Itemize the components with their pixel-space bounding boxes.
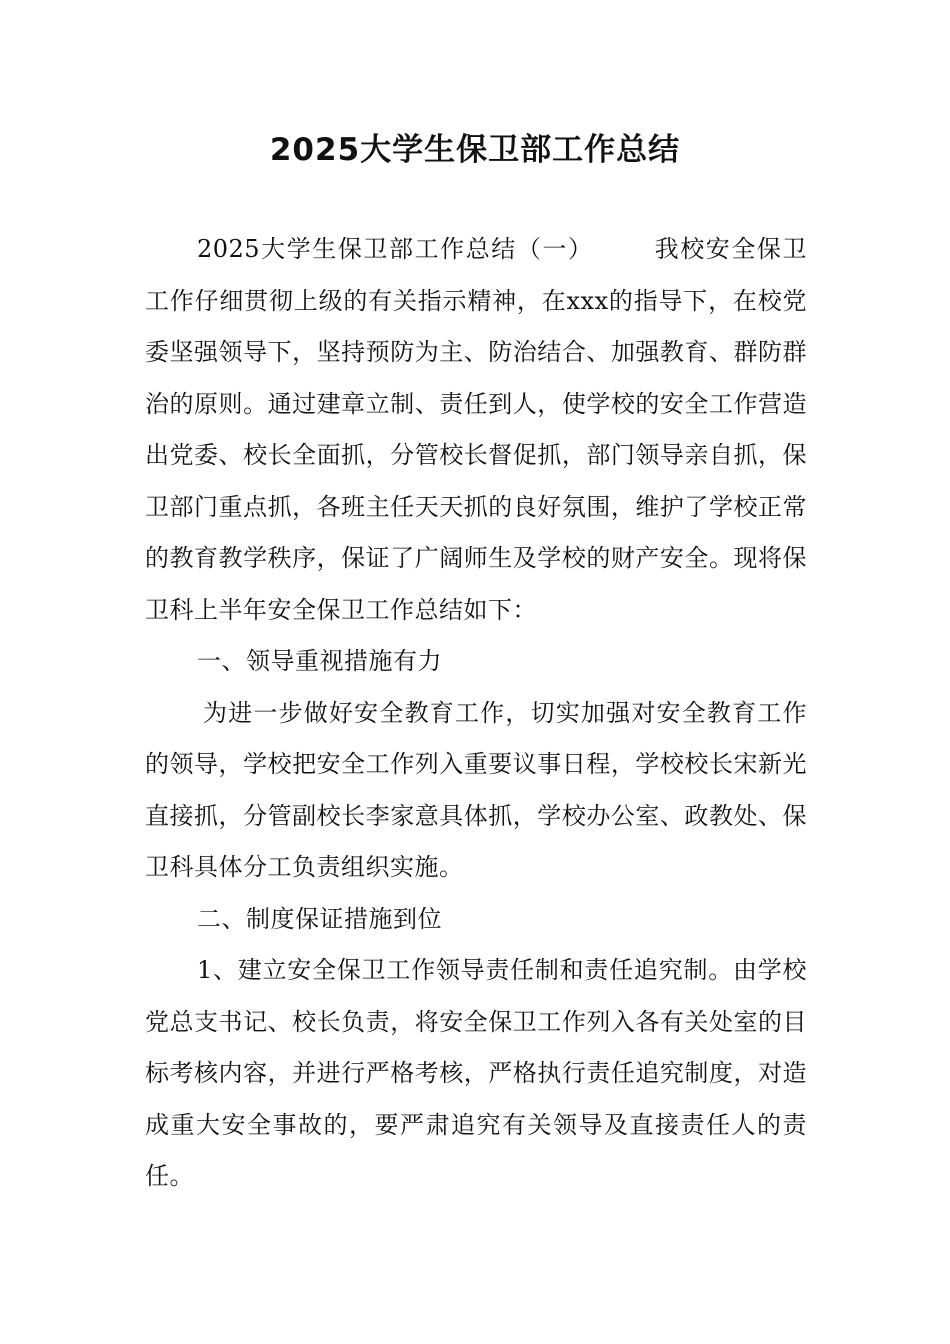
section2-heading: 二、制度保证措施到位	[197, 904, 442, 933]
section1-heading: 一、领导重视措施有力	[197, 647, 442, 675]
intro-heading: 2025大学生保卫部工作总结（一）	[197, 235, 594, 263]
section1-paragraph: 为进一步做好安全教育工作，切实加强对安全教育工作的领导，学校把安全工作列入重要议事日程，学校校长宋新光直接抓，分管副校长李家意具体抓，学校办公室、政教处、保卫科具体分工负责组织实施。	[145, 698, 807, 881]
document-body	[145, 224, 807, 1203]
document-title: 2025大学生保卫部工作总结	[269, 132, 681, 168]
section2-item1-paragraph: 1、建立安全保卫工作领导责任制和责任追究制。由学校党总支书记、校长负责，将安全保卫工作列入各有关处室的目标考核内容，并进行严格考核，严格执行责任追究制度，对造成重大安全事故的，要严肃追究有关领导及直接责任人的责任。	[145, 956, 807, 1190]
intro-paragraph	[145, 224, 807, 636]
intro-text: 我校安全保卫工作仔细贯彻上级的有关指示精神，在xxx的指导下，在校党委坚强领导下，坚持预防为主、防治结合、加强教育、群防群治的原则。通过建章立制、责任到人，使学校的安全工作营造出党委、校长全面抓，分管校长督促抓，部门领导亲自抓，保卫部门重点抓，各班主任天天抓的良好氛围，维护了学校正常的教育教学秩序，保证了广阔师生及学校的财产安全。现将保卫科上半年安全保卫工作总结如下：	[145, 235, 808, 624]
